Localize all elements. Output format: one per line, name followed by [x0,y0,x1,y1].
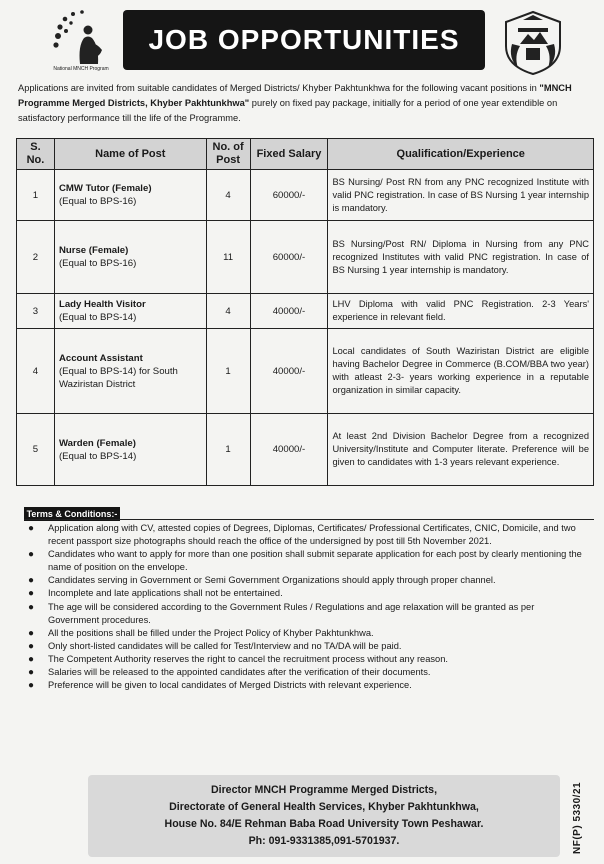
terms-item [26,679,588,692]
terms-item [26,627,588,640]
header-post: Name of Post [54,139,206,170]
terms-list [26,522,588,692]
terms-item-text: All the positions shall be filled under the Project Policy of Khyber Pakhtunkhwa. [48,627,374,638]
terms-item-text: Candidates who want to apply for more than one position shall submit separate application for each post by clearly mentioning the name of position on the envelope. [48,549,582,573]
cell-qualification: At least 2nd Division Bachelor Degree from a recognized University/Institute and Computer literate. Preference will be given to candidates with 1-3 years relevant experience. [328,414,594,486]
cell-count: 4 [206,294,250,329]
mnch-program-logo [44,6,116,76]
terms-item [26,522,588,548]
logo-caption: National MNCH Program [53,66,109,72]
terms-item-text: Salaries will be released to the appointed candidates after the verification of their documents. [48,667,431,678]
cell-count: 1 [206,414,250,486]
bullet-icon: ● [28,680,35,692]
terms-item [26,666,588,679]
intro-text-part2: purely on fixed pay package, initially for a period of one year extendible on satisfactory performance till the life of the Programme. [18,98,558,123]
cell-salary: 40000/- [250,329,328,414]
bullet-icon: ● [28,523,35,534]
intro-text-part1: Applications are invited from suitable candidates of Merged Districts/ Khyber Pakhtunkhwa for the following vacant positions in [18,83,540,93]
post-grade: (Equal to BPS-16) [58,258,137,269]
terms-item-text: Incomplete and late applications shall not be entertained. [48,588,283,599]
bullet-icon: ● [28,549,35,561]
terms-item-text: Only short-listed candidates will be called for Test/Interview and no TA/DA will be paid. [48,640,402,651]
reference-number: NF(P) 5330/21 [572,781,583,854]
header-qualification: Qualification/Experience [328,139,594,170]
terms-item [26,653,588,666]
cell-count: 11 [206,221,250,294]
kp-government-seal-icon [498,8,568,78]
cell-salary: 60000/- [250,221,328,294]
post-title: Account Assistant [58,352,143,364]
post-grade: (Equal to BPS-14) [58,312,137,323]
terms-item [26,640,588,653]
cell-sno: 2 [17,221,55,294]
cell-salary: 60000/- [250,170,328,221]
table-row [17,414,594,486]
table-row [17,329,594,414]
intro-paragraph [18,81,590,126]
cell-post [54,294,206,329]
bullet-icon: ● [28,640,35,652]
post-title: Warden (Female) [58,437,136,449]
terms-item-text: Application along with CV, attested copies of Degrees, Diplomas, Certificates/ Professional Certificates, CNIC, Domicile, and two recent passport size photographs should reach the office of the undersigned by post till 5th November 2021. [48,523,576,547]
table-header-row [17,139,594,170]
header-salary: Fixed Salary [250,139,328,170]
contact-address-box [88,775,560,857]
terms-item-text: The age will be considered according to the Government Rules / Regulations and age relaxation will be granted as per Government procedures. [48,601,535,625]
bullet-icon: ● [28,588,35,600]
table-row [17,221,594,294]
post-grade: (Equal to BPS-14) for South Waziristan District [58,365,178,390]
cell-sno: 4 [17,329,55,414]
cell-salary: 40000/- [250,294,328,329]
post-title: Nurse (Female) [58,245,129,256]
page-title: JOB OPPORTUNITIES [123,10,485,70]
cell-qualification: Local candidates of South Waziristan District are eligible having Bachelor Degree in Commerce (B.COM/BBA two year) with atleast 2-3- years working experience in a reputable organization in similar capacity. [328,329,594,414]
post-title: Lady Health Visitor [58,299,146,310]
header-sno: S. No. [17,139,55,170]
post-grade: (Equal to BPS-14) [58,450,137,462]
terms-item-text: The Competent Authority reserves the right to cancel the recruitment process without any reason. [48,653,448,664]
bullet-icon: ● [28,653,35,665]
table-row [17,170,594,221]
intro-program-name: "MNCH Programme Merged Districts, Khyber Pakhtunkhwa" [18,83,572,108]
cell-count: 1 [206,329,250,414]
cell-qualification: BS Nursing/ Post RN from any PNC recognized Institute with valid PNC registration. In case of BS Nursing 1 year internship is mandatory. [328,170,594,221]
cell-qualification: BS Nursing/Post RN/ Diploma in Nursing from any PNC recognized Institutes with valid PNC registration. In case of BS Nursing 1 year internship is mandatory. [328,221,594,294]
bullet-icon: ● [28,575,35,587]
post-title: CMW Tutor (Female) [58,183,152,194]
cell-post [54,414,206,486]
terms-item [26,548,588,574]
address-line-2: Directorate of General Health Services, Khyber Pakhtunkhwa, [169,801,479,813]
cell-qualification: LHV Diploma with valid PNC Registration. 2-3 Years' experience in relevant field. [328,294,594,329]
terms-divider [24,519,594,520]
address-line-3: House No. 84/E Rehman Baba Road University Town Peshawar. [164,818,484,830]
cell-count: 4 [206,170,250,221]
terms-item [26,574,588,587]
terms-item-text: Candidates serving in Government or Semi Government Organizations should apply through proper channel. [48,575,496,586]
cell-post [54,221,206,294]
cell-sno: 1 [17,170,55,221]
bullet-icon: ● [28,667,35,679]
terms-item-text: Preference will be given to local candidates of Merged Districts with relevant experience. [48,680,412,691]
address-line-1: Director MNCH Programme Merged Districts, [210,784,438,796]
cell-post [54,170,206,221]
cell-post [54,329,206,414]
cell-sno: 5 [17,414,55,486]
bullet-icon: ● [28,601,35,613]
table-row [17,294,594,329]
cell-salary: 40000/- [250,414,328,486]
bullet-icon: ● [28,627,35,639]
post-grade: (Equal to BPS-16) [58,196,137,207]
terms-heading: Terms & Conditions:- [24,507,120,521]
terms-item [26,587,588,600]
vacancies-table [16,138,594,486]
phone-line: Ph: 091-9331385,091-5701937. [248,835,400,847]
cell-sno: 3 [17,294,55,329]
terms-item [26,601,588,627]
header-count: No. of Post [206,139,250,170]
